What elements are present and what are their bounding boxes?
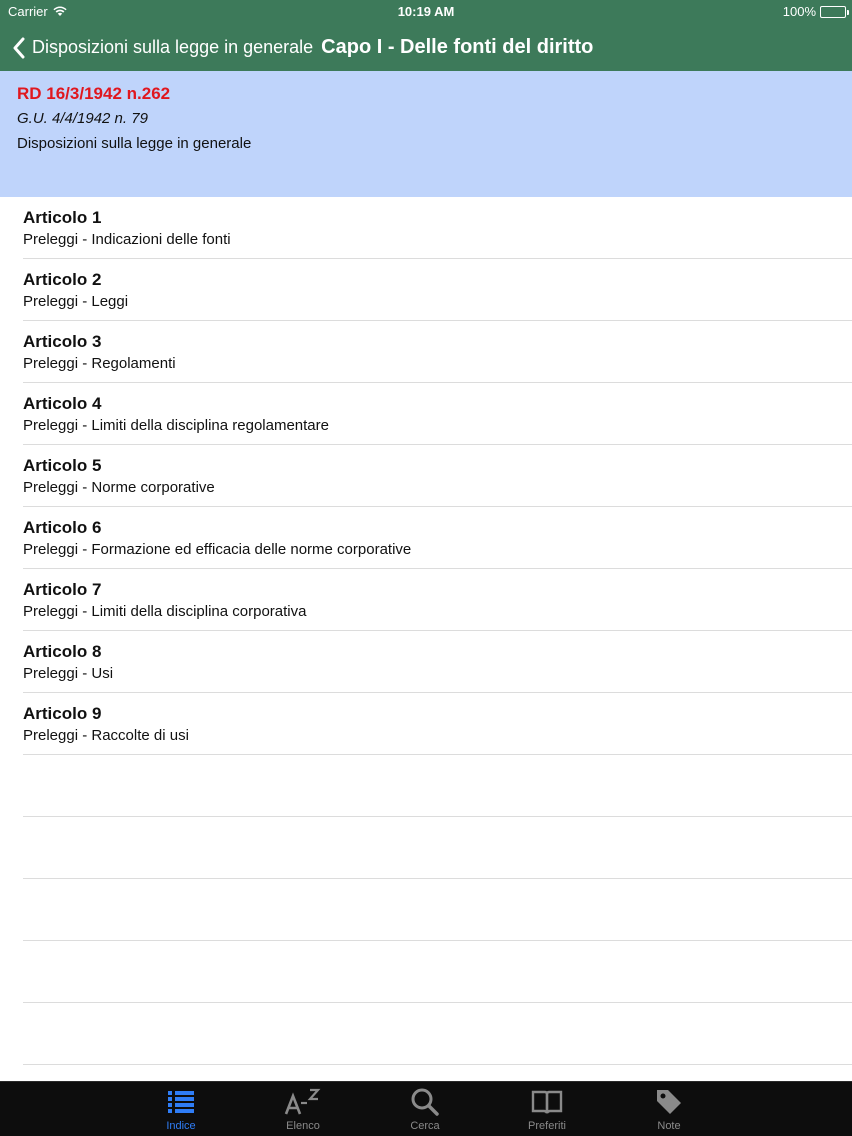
article-title: Articolo 6 [23, 518, 102, 537]
article-subtitle: Preleggi - Regolamenti [23, 355, 176, 372]
back-label: Disposizioni sulla legge in generale [32, 37, 314, 57]
article-subtitle: Preleggi - Usi [23, 665, 114, 682]
tab-elenco[interactable] [253, 1082, 353, 1136]
battery [783, 4, 846, 19]
article-title: Articolo 2 [23, 270, 102, 289]
article-subtitle: Preleggi - Limiti della disciplina corporativa [23, 603, 307, 620]
article-subtitle: Preleggi - Leggi [23, 293, 129, 310]
list-item-articolo-7[interactable] [23, 569, 852, 631]
list-item-articolo-9[interactable] [23, 693, 852, 755]
list-item-articolo-4[interactable] [23, 383, 852, 445]
empty-row [23, 879, 852, 941]
tab-label: Preferiti [528, 1120, 566, 1132]
empty-row [23, 755, 852, 817]
tab-cerca[interactable] [375, 1082, 475, 1136]
article-title: Articolo 8 [23, 642, 102, 661]
clock: 10:19 AM [397, 4, 455, 19]
az-icon [283, 1087, 323, 1117]
battery-label: 100% [782, 4, 816, 19]
law-description: Disposizioni sulla legge in generale [17, 135, 252, 152]
list-item-articolo-8[interactable] [23, 631, 852, 693]
article-subtitle: Preleggi - Raccolte di usi [23, 727, 189, 744]
tab-note[interactable] [619, 1082, 719, 1136]
article-title: Articolo 7 [23, 580, 102, 599]
tab-label: Note [657, 1120, 681, 1132]
carrier-label: Carrier [8, 4, 48, 19]
top-bar [0, 0, 852, 71]
page-title: Capo I - Delle fonti del diritto [321, 36, 594, 58]
tab-indice[interactable] [131, 1082, 231, 1136]
navigation-bar [0, 24, 852, 71]
article-title: Articolo 1 [23, 208, 102, 227]
empty-row [23, 941, 852, 1003]
search-icon [410, 1087, 440, 1117]
book-icon [531, 1089, 563, 1115]
empty-row [23, 817, 852, 879]
back-button[interactable] [12, 37, 313, 59]
tab-label: Cerca [410, 1120, 440, 1132]
article-subtitle: Preleggi - Formazione ed efficacia delle norme corporative [23, 541, 412, 558]
article-subtitle: Preleggi - Limiti della disciplina regolamentare [23, 417, 329, 434]
status-bar [0, 0, 852, 24]
tab-label: Indice [166, 1120, 196, 1132]
article-title: Articolo 9 [23, 704, 102, 723]
tab-preferiti[interactable] [497, 1082, 597, 1136]
empty-row [23, 1003, 852, 1065]
list-item-articolo-3[interactable] [23, 321, 852, 383]
article-subtitle: Preleggi - Norme corporative [23, 479, 215, 496]
law-reference: RD 16/3/1942 n.262 [17, 84, 171, 103]
tab-bar [0, 1081, 852, 1136]
list-item-articolo-2[interactable] [23, 259, 852, 321]
law-header [0, 71, 852, 197]
list-icon [166, 1089, 196, 1115]
gazette-reference: G.U. 4/4/1942 n. 79 [17, 110, 148, 127]
article-subtitle: Preleggi - Indicazioni delle fonti [23, 231, 231, 248]
tab-label: Elenco [286, 1120, 320, 1132]
battery-icon [820, 6, 846, 18]
article-title: Articolo 3 [23, 332, 102, 351]
list-item-articolo-5[interactable] [23, 445, 852, 507]
article-title: Articolo 5 [23, 456, 102, 475]
chevron-left-icon [12, 37, 26, 59]
list-item-articolo-1[interactable] [23, 197, 852, 259]
list-item-articolo-6[interactable] [23, 507, 852, 569]
tag-icon [655, 1088, 683, 1116]
article-title: Articolo 4 [23, 394, 102, 413]
article-list [0, 197, 852, 1081]
